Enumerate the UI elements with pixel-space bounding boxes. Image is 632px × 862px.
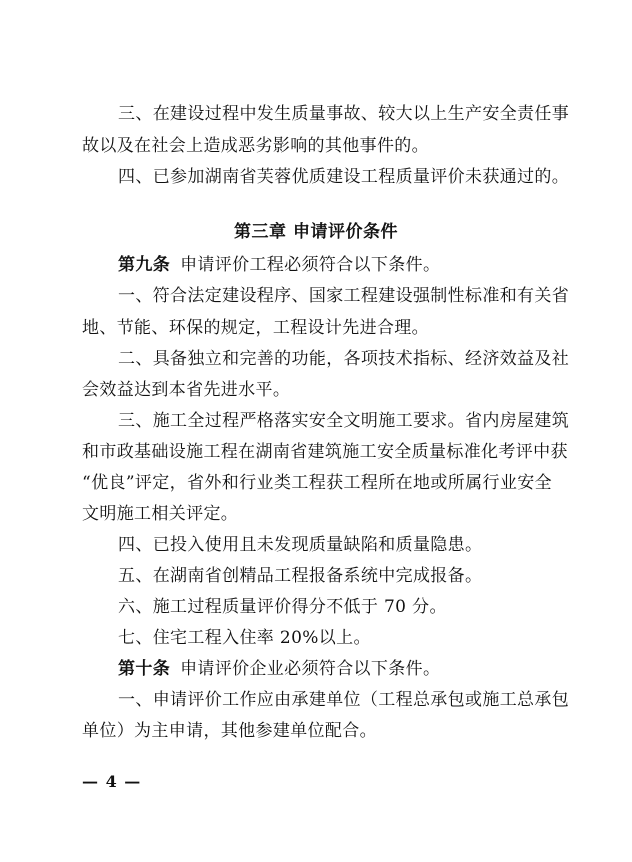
paragraph-line: 四、已投入使用且未发现质量缺陷和质量隐患。 <box>118 535 483 555</box>
page-number: — 4 — <box>82 772 142 791</box>
article-nine-label: 第九条 <box>118 255 171 275</box>
paragraph-line: 六、施工过程质量评价得分不低于 70 分。 <box>118 597 447 617</box>
article-ten-label: 第十条 <box>118 659 171 679</box>
article-nine-line <box>118 254 552 276</box>
paragraph-line: 一、申请评价工作应由承建单位（工程总承包或施工总承包 <box>118 690 570 710</box>
paragraph-line: 单位）为主申请，其他参建单位配合。 <box>82 721 377 741</box>
paragraph-line: 三、在建设过程中发生质量事故、较大以上生产安全责任事 <box>118 104 570 124</box>
paragraph-line: 地、节能、环保的规定，工程设计先进合理。 <box>82 318 429 338</box>
chapter-title: 第三章 申请评价条件 <box>234 222 398 242</box>
paragraph-line: 二、具备独立和完善的功能，各项技术指标、经济效益及社 <box>118 349 570 369</box>
paragraph-line: 故以及在社会上造成恶劣影响的其他事件的。 <box>82 136 429 156</box>
paragraph-line: 五、在湖南省创精品工程报备系统中完成报备。 <box>118 566 483 586</box>
paragraph-line: 和市政基础设施工程在湖南省建筑施工安全质量标准化考评中获 <box>82 442 568 462</box>
paragraph-line: 三、施工全过程严格落实安全文明施工要求。省内房屋建筑 <box>118 411 570 431</box>
paragraph-line: 会效益达到本省先进水平。 <box>82 380 291 400</box>
paragraph-line: 四、已参加湖南省芙蓉优质建设工程质量评价未获通过的。 <box>118 167 570 187</box>
article-ten-line <box>118 658 552 680</box>
paragraph-line: “优良”评定，省外和行业类工程获工程所在地或所属行业安全 <box>82 473 552 493</box>
paragraph-line: 一、符合法定建设程序、国家工程建设强制性标准和有关省 <box>118 286 570 306</box>
paragraph-line: 七、住宅工程入住率 20%以上。 <box>118 628 371 648</box>
paragraph-line: 文明施工相关评定。 <box>82 504 239 524</box>
article-ten-text: 申请评价企业必须符合以下条件。 <box>180 659 441 679</box>
article-nine-text: 申请评价工程必须符合以下条件。 <box>180 255 441 275</box>
